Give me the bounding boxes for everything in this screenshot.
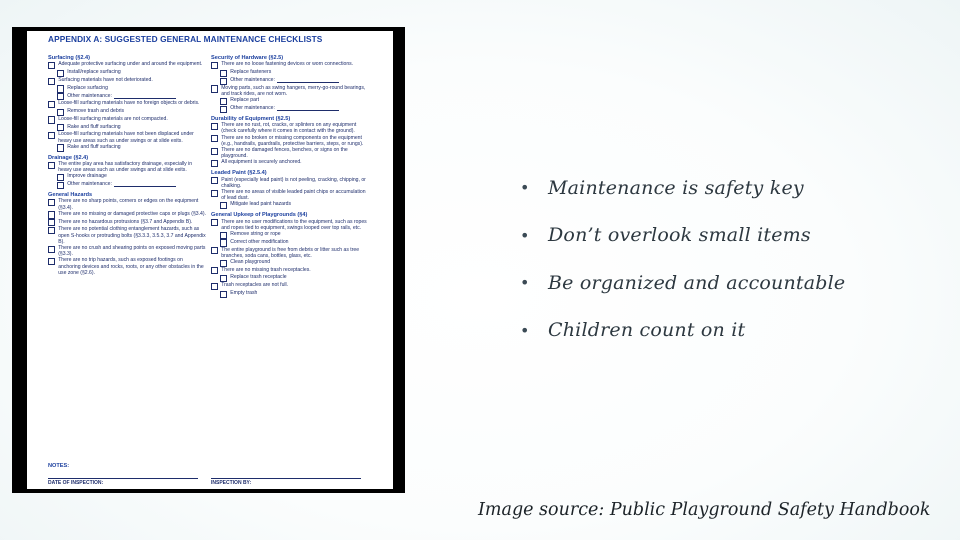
checklist-item-text [58,161,206,173]
checkbox[interactable] [57,109,64,116]
checklist-item [211,159,369,167]
checklist-item [48,85,206,93]
checklist-item [211,147,369,159]
checklist-item [48,108,206,116]
checkbox[interactable] [211,177,218,184]
checklist-item-text [58,219,192,225]
checklist-item [211,85,369,97]
checklist-item [211,290,369,298]
checklist-item-text [221,159,301,165]
checklist-item-text [230,77,339,83]
checkbox[interactable] [57,93,64,100]
fill-in-line[interactable] [114,181,176,187]
checkbox[interactable] [220,78,227,85]
checkbox[interactable] [48,227,55,234]
checkbox[interactable] [211,283,218,290]
checkbox[interactable] [211,62,218,69]
bullet-marker: • [520,320,530,340]
checklist-item-text [58,226,206,245]
checklist-item-label: All equipment is securely anchored. [221,159,302,166]
checklist-section-heading: Drainage (§2.4) [48,154,89,161]
inspector-rule [211,478,361,479]
checklist-item [48,211,206,219]
checkbox[interactable] [57,182,64,189]
checklist-image [27,31,393,489]
checkbox[interactable] [211,135,218,142]
checkbox[interactable] [48,78,55,85]
checklist-item-label: Loose-fill surfacing materials have no foreign objects or debris. [58,100,200,107]
checklist-item [48,161,206,173]
checklist-item-label: Moving parts, such as swing hangers, merry-go-round bearings, and track rides, are not worn. [221,84,366,97]
checkbox[interactable] [211,190,218,197]
checklist-item-label: There are no broken or missing components on the equipment (e.g., handrails, guardrails, protective barriers, steps, or rungs). [221,134,364,147]
checklist-item-label: Paint (especially lead paint) is not peeling, cracking, chipping, or chalking. [221,176,366,189]
checklist-item-label: Correct other modification [230,238,289,245]
checklist-item [211,61,369,69]
checklist-item [48,245,206,257]
checklist-item [211,239,369,247]
checklist-item-label: There are no missing trash receptacles. [221,266,311,273]
checklist-item-text [67,173,107,179]
checklist-section-heading: Leaded Paint (§2.5.4) [211,170,267,177]
bullet-item [520,164,940,212]
bullet-marker: • [520,178,530,198]
checklist-item-text [221,247,369,259]
fill-in-line[interactable] [277,105,339,111]
checklist-item-text [58,100,199,106]
checkbox[interactable] [48,101,55,108]
checklist-item-text [230,259,270,265]
checklist-item [48,100,206,108]
checklist-item-label: Other maintenance: [67,92,112,99]
checklist-item-label: Empty trash [230,290,258,297]
checklist-item [211,97,369,105]
checklist-item-label: Rake and fluff surfacing [67,123,121,130]
checklist-item-label: There are no damaged fences, benches, or signs on the playground. [221,146,348,160]
checklist-item [48,69,206,77]
checkbox[interactable] [220,239,227,246]
image-source-caption: Image source: Public Playground Safety Handbook [478,500,931,520]
checkbox[interactable] [57,124,64,131]
checklist-item-text [221,282,288,288]
checklist-item-text [67,181,176,187]
checkbox[interactable] [48,199,55,206]
checklist-item-label: There are no missing or damaged protective caps or plugs (§3.4). [58,210,206,217]
checkbox[interactable] [57,144,64,151]
checklist-item-text [58,131,206,143]
checklist-item [211,177,369,189]
checklist-item [211,267,369,275]
checkbox[interactable] [220,70,227,77]
checklist-item [48,257,206,276]
checklist-item-text [221,177,369,189]
checklist-item [211,189,369,201]
checkbox[interactable] [211,148,218,155]
bullet-item [520,212,940,260]
checklist-item-text [230,97,259,103]
checklist-item [48,77,206,85]
checkbox[interactable] [211,267,218,274]
checklist-item [211,231,369,239]
checklist-item-label: Remove string or rope [230,230,281,237]
checklist-right-column [211,52,369,298]
checklist-footer [48,459,388,487]
checklist-item-label: Clean playground [230,258,271,265]
checklist-item-text [58,257,206,276]
checklist-item-label: There are no hazardous protrusions (§3.7 and Appendix B). [58,218,193,225]
checklist-item-text [58,198,206,210]
checklist-item-label: Replace fasteners [230,69,272,76]
bullet-list [520,164,940,354]
checklist-item [48,219,206,227]
checklist-section-heading: Surfacing (§2.4) [48,55,90,61]
checklist-item [211,105,369,113]
checklist-item-text [67,69,121,75]
checkbox[interactable] [48,258,55,265]
checklist-item-text [67,124,120,130]
checklist-item-text [221,122,369,134]
bullet-text: Maintenance is safety key [548,176,804,199]
checklist-item [211,259,369,267]
checkbox[interactable] [211,85,218,92]
checkbox[interactable] [220,260,227,267]
checklist-item-label: Install/replace surfacing [67,69,121,76]
checklist-item-text [221,147,369,159]
checklist-section-heading: Durability of Equipment (§2.5) [211,115,291,122]
checkbox[interactable] [220,202,227,209]
checklist-item-label: Replace surfacing [67,84,108,91]
checklist-item-text [230,201,291,207]
checkbox[interactable] [211,247,218,254]
checklist-item-label: The entire playground is free from debris or litter such as tree branches, soda cans, bottles, glass, etc. [221,246,360,259]
checklist-item [211,201,369,209]
checklist-left-column [48,52,206,276]
checkbox[interactable] [57,70,64,77]
checkbox[interactable] [220,98,227,105]
checklist-item-text [67,144,120,150]
checklist-item [48,124,206,132]
checklist-item-label: Other maintenance: [230,76,275,83]
checklist-item [48,173,206,181]
checklist-item-label: Adequate protective surfacing under and around the equipment. [58,61,203,68]
checklist-item-text [230,290,257,296]
checklist-item-text [67,85,108,91]
bullet-text: Be organized and accountable [548,271,846,294]
checkbox[interactable] [211,160,218,167]
checklist-item-label: There are no trip hazards, such as exposed footings on anchoring devices and rocks, roots, or any other obstacles in the use zone (§2.6). [58,257,204,276]
checklist-section-heading: General Hazards [48,192,93,198]
checklist-item-label: There are no user modifications to the equipment, such as ropes and ropes tied to equipment, swings looped over top rails, etc. [221,218,367,231]
checkbox[interactable] [220,275,227,282]
bullet-item [520,307,940,355]
bullet-item [520,259,940,307]
checklist-item-text [58,116,168,122]
checkbox[interactable] [220,106,227,113]
checklist-item-text [58,211,206,217]
checklist-section-heading: Security of Hardware (§2.5) [211,55,284,61]
notes-rule [48,478,198,479]
checklist-item-label: Other maintenance: [67,181,112,188]
checklist-item-label: Loose-fill surfacing materials are not compacted. [58,115,168,122]
checklist-item-label: Mitigate lead paint hazards [230,201,292,208]
checkbox[interactable] [57,85,64,92]
checkbox[interactable] [220,291,227,298]
checkbox[interactable] [48,62,55,69]
checklist-item-text [221,61,353,67]
checklist-item [211,274,369,282]
checklist-item-label: There are no potential clothing entanglement hazards, such as open S-hooks or protruding bolts (§3.3.3, 3.5.3, 3.7 and Appendix B). [58,226,206,245]
checklist-item [211,69,369,77]
checklist-item [211,122,369,134]
inspection-by-label: INSPECTION BY: [211,480,252,486]
checklist-item-text [230,69,271,75]
checklist-item [211,219,369,231]
checklist-item-label: Loose-fill surfacing materials have not been displaced under heavy use areas such as under swings or at slide exits. [58,131,194,144]
checklist-item-label: There are no sharp points, corners or edges on the equipment (§3.4). [58,198,199,211]
checklist-item-text [221,135,369,147]
checklist-item-label: Remove trash and debris [67,108,125,115]
checklist-item-text [221,189,369,201]
bullet-text: Don’t overlook small items [548,224,811,247]
checkbox[interactable] [48,116,55,123]
checklist-item-label: Improve drainage [67,173,107,180]
checklist-item [48,131,206,143]
fill-in-line[interactable] [277,77,339,83]
checklist-item-text [58,245,206,257]
checklist-item-label: Other maintenance: [230,104,275,111]
checkbox[interactable] [48,219,55,226]
checklist-item-label: Replace trash receptacle [230,274,287,281]
checklist-item [48,93,206,101]
checklist-item-text [58,61,202,67]
checklist-item-label: Replace part [230,97,260,104]
checklist-item-text [58,77,153,83]
checklist-item [211,135,369,147]
checklist-item-label: The entire play area has satisfactory drainage, especially in heavy use areas such as under swings and at slide exits. [58,161,193,174]
checklist-item-label: There are no areas of visible leaded paint chips or accumulation of lead dust. [221,188,366,202]
checkbox[interactable] [211,219,218,226]
checklist-item-label: Rake and fluff surfacing [67,143,121,150]
checklist-item-text [230,105,339,111]
checklist-title: APPENDIX A: SUGGESTED GENERAL MAINTENANCE CHECKLISTS [48,34,323,44]
checklist-section-heading: General Upkeep of Playgrounds (§4) [211,212,308,219]
checklist-item [211,77,369,85]
checklist-item [48,198,206,210]
checklist-item-text [67,108,124,114]
checkbox[interactable] [211,123,218,130]
checklist-item-label: There are no crush and shearing points on exposed moving parts (§3.3). [58,244,206,258]
checklist-item [48,181,206,189]
checklist-item-text [67,93,176,99]
date-of-inspection-label: DATE OF INSPECTION: [48,480,104,486]
checklist-item-label: Surfacing materials have not deteriorated. [58,76,153,83]
checklist-item-text [230,239,288,245]
checkbox[interactable] [48,132,55,139]
checkbox[interactable] [48,211,55,218]
checkbox[interactable] [57,174,64,181]
checklist-item-text [221,267,310,273]
checklist-item [48,116,206,124]
checklist-item-text [221,85,369,97]
checklist-item-label: There are no loose fastening devices or worn connections. [221,61,354,68]
bullet-marker: • [520,225,530,245]
fill-in-line[interactable] [114,93,176,99]
checklist-item [48,61,206,69]
bullet-text: Children count on it [548,319,746,342]
checklist-item [48,226,206,245]
checklist-item [211,247,369,259]
checklist-item [48,144,206,152]
notes-label: NOTES: [48,463,70,469]
checkbox[interactable] [48,246,55,253]
checkbox[interactable] [48,162,55,169]
checkbox[interactable] [220,232,227,239]
checklist-item-text [221,219,369,231]
bullet-marker: • [520,273,530,293]
checklist-item [211,282,369,290]
checklist-item-text [230,231,280,237]
checklist-item-label: Trash receptacles are not full. [221,282,289,289]
checklist-item-label: There are no rust, rot, cracks, or splinters on any equipment (check carefully where it comes in contact with the ground). [221,122,357,135]
checklist-item-text [230,274,286,280]
